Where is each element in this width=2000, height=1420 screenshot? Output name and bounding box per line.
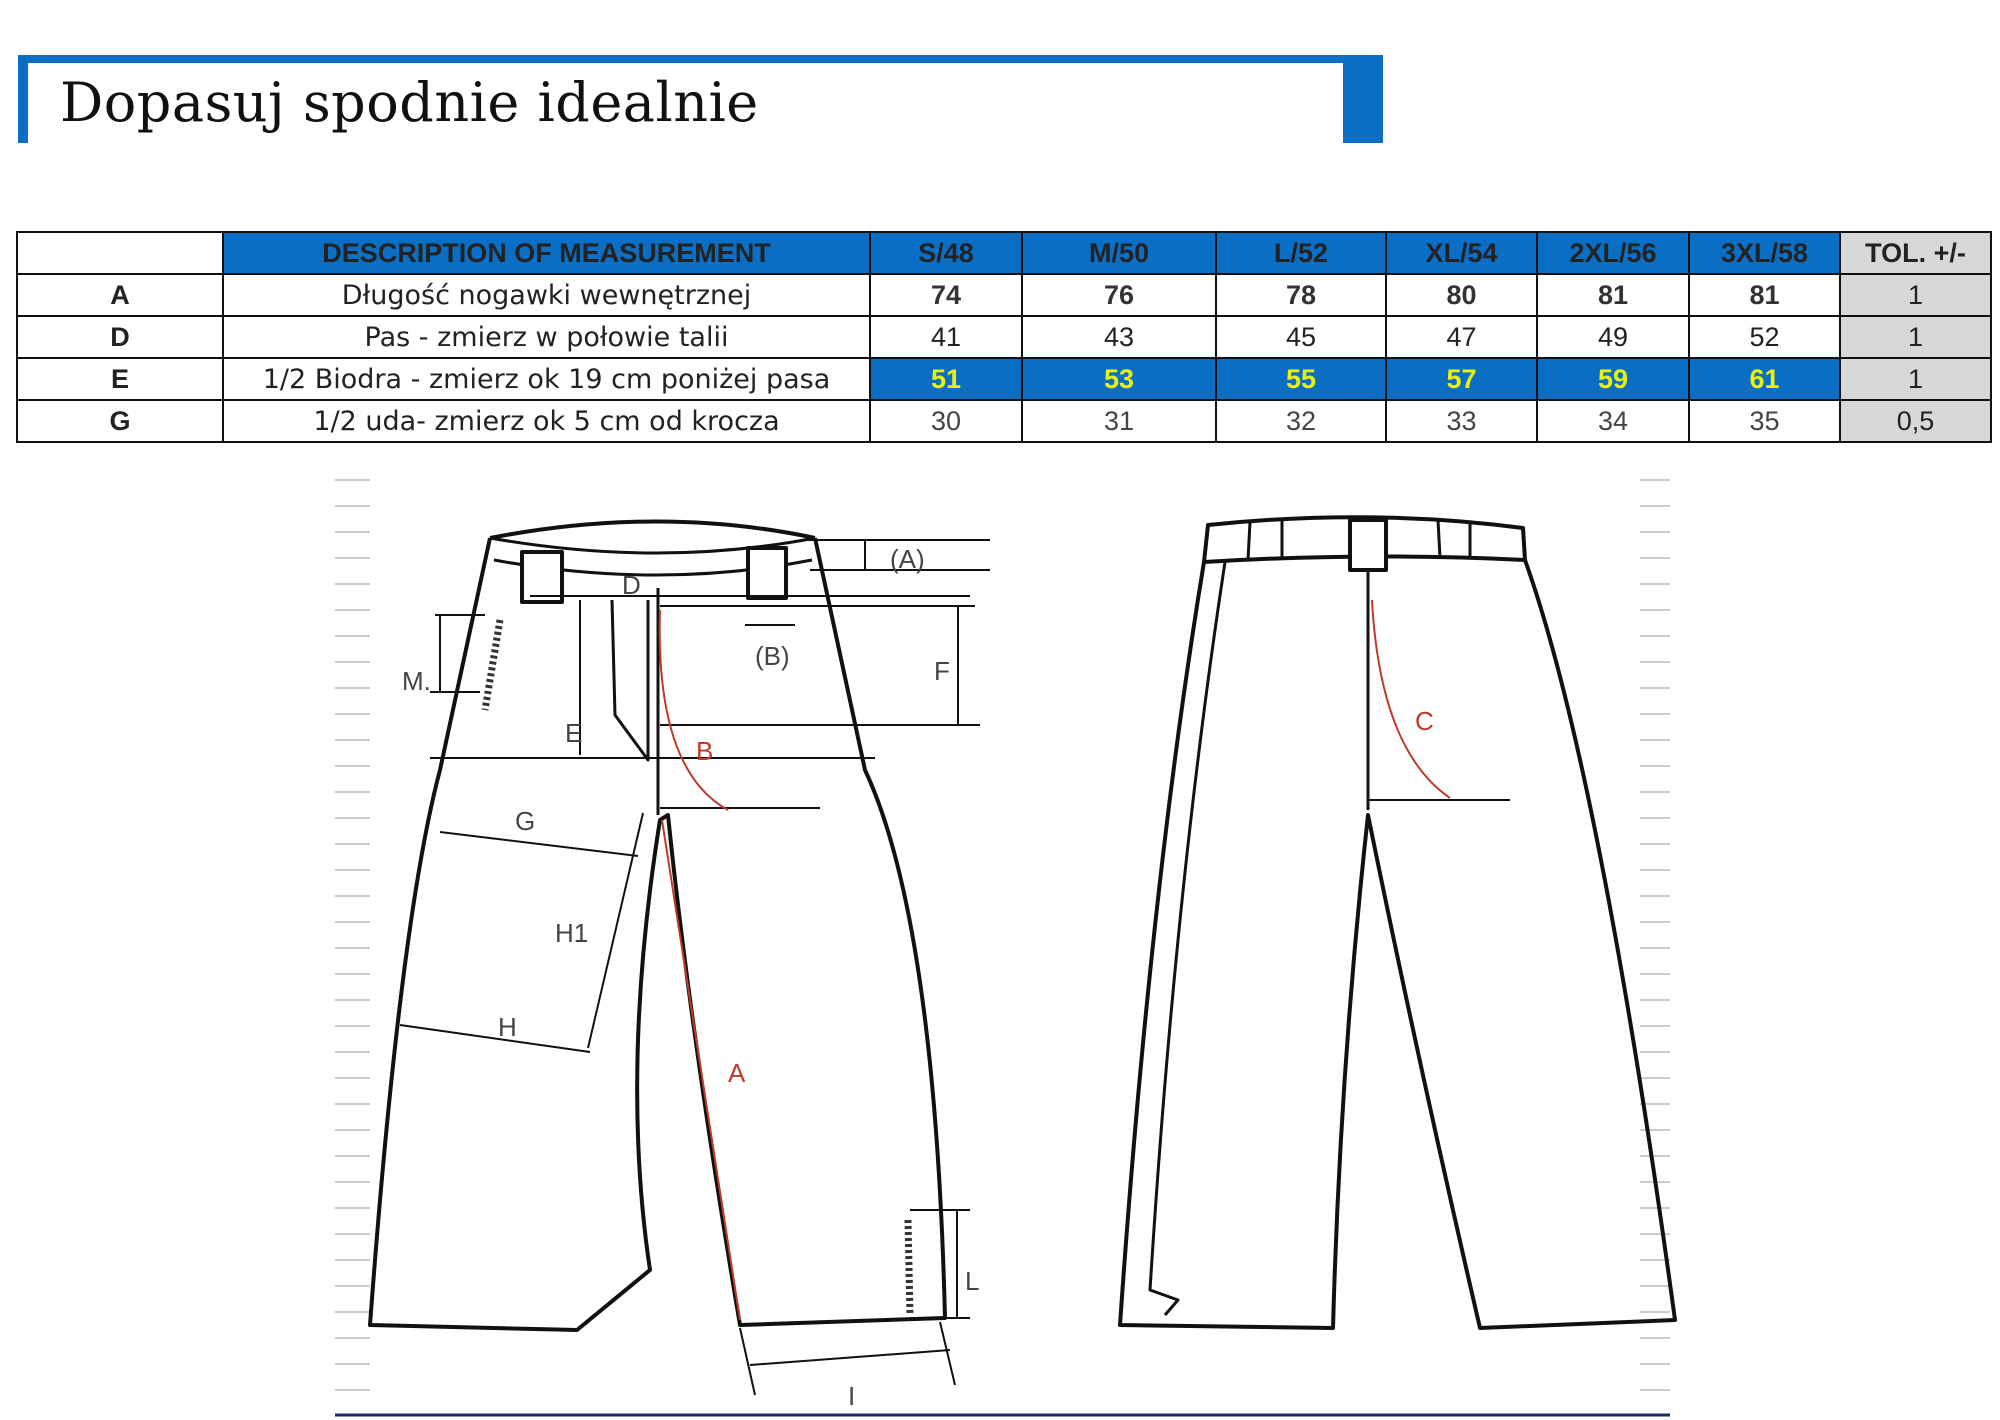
- back-measurements: [1368, 600, 1510, 800]
- row-description: Pas - zmierz w połowie talii: [223, 316, 870, 358]
- row-value: 30: [870, 400, 1022, 442]
- row-value: 81: [1689, 274, 1840, 316]
- row-value: 33: [1386, 400, 1537, 442]
- row-code: A: [17, 274, 223, 316]
- row-value: 49: [1537, 316, 1689, 358]
- row-value: 41: [870, 316, 1022, 358]
- row-value: 31: [1022, 400, 1216, 442]
- header-description: DESCRIPTION OF MEASUREMENT: [223, 232, 870, 274]
- header-size: 3XL/58: [1689, 232, 1840, 274]
- row-code: G: [17, 400, 223, 442]
- back-view: [1120, 517, 1675, 1328]
- table-row: [17, 400, 1991, 442]
- row-value: 47: [1386, 316, 1537, 358]
- label-c: C: [1415, 706, 1434, 736]
- title-banner: [18, 55, 1383, 143]
- row-tolerance: 0,5: [1840, 400, 1991, 442]
- row-value: 74: [870, 274, 1022, 316]
- back-outline: [1120, 560, 1675, 1328]
- row-tolerance: 1: [1840, 358, 1991, 400]
- front-view: [370, 522, 945, 1331]
- header-corner: [17, 232, 223, 274]
- table-row: [17, 316, 1991, 358]
- title-box: [26, 63, 1343, 143]
- back-center-loop: [1350, 520, 1386, 570]
- row-value: 35: [1689, 400, 1840, 442]
- row-description: 1/2 Biodra - zmierz ok 19 cm poniżej pasa: [223, 358, 870, 400]
- label-g: G: [515, 806, 536, 836]
- trousers-diagram: [330, 470, 1680, 1420]
- row-description: Długość nogawki wewnętrznej: [223, 274, 870, 316]
- label-a: A: [728, 1058, 746, 1088]
- label-b-paren: (B): [755, 641, 790, 671]
- label-h: H: [498, 1012, 517, 1042]
- label-e: E: [565, 718, 583, 748]
- row-value: 59: [1537, 358, 1689, 400]
- label-d: D: [622, 570, 641, 600]
- row-value: 52: [1689, 316, 1840, 358]
- row-value: 80: [1386, 274, 1537, 316]
- row-value: 81: [1537, 274, 1689, 316]
- label-l: L: [965, 1266, 980, 1296]
- row-value: 51: [870, 358, 1022, 400]
- size-table: [16, 231, 1992, 443]
- header-size: M/50: [1022, 232, 1216, 274]
- label-b: B: [696, 736, 714, 766]
- label-a-paren: (A): [890, 544, 925, 574]
- belt-loop-right: [748, 548, 786, 598]
- header-size: 2XL/56: [1537, 232, 1689, 274]
- row-value: 32: [1216, 400, 1386, 442]
- row-value: 55: [1216, 358, 1386, 400]
- label-h1: H1: [555, 918, 589, 948]
- page-title: Dopasuj spodnie idealnie: [60, 71, 759, 134]
- label-m: M.: [402, 666, 431, 696]
- header-size: S/48: [870, 232, 1022, 274]
- row-value: 78: [1216, 274, 1386, 316]
- belt-loop-left: [522, 552, 562, 602]
- ruler-ticks: [335, 480, 1670, 1390]
- header-size: XL/54: [1386, 232, 1537, 274]
- row-code: E: [17, 358, 223, 400]
- row-value: 43: [1022, 316, 1216, 358]
- table-row: [17, 274, 1991, 316]
- label-f: F: [934, 656, 950, 686]
- row-value: 45: [1216, 316, 1386, 358]
- row-value: 76: [1022, 274, 1216, 316]
- row-tolerance: 1: [1840, 316, 1991, 358]
- table-row-highlighted: [17, 358, 1991, 400]
- row-value: 61: [1689, 358, 1840, 400]
- fly: [612, 600, 648, 760]
- waistband-top: [490, 522, 815, 539]
- row-tolerance: 1: [1840, 274, 1991, 316]
- row-value: 57: [1386, 358, 1537, 400]
- row-description: 1/2 uda- zmierz ok 5 cm od krocza: [223, 400, 870, 442]
- header-size: L/52: [1216, 232, 1386, 274]
- label-i: I: [848, 1381, 856, 1411]
- header-tolerance: TOL. +/-: [1840, 232, 1991, 274]
- row-code: D: [17, 316, 223, 358]
- table-header-row: [17, 232, 1991, 274]
- row-value: 34: [1537, 400, 1689, 442]
- row-value: 53: [1022, 358, 1216, 400]
- red-measurements: [660, 610, 740, 1320]
